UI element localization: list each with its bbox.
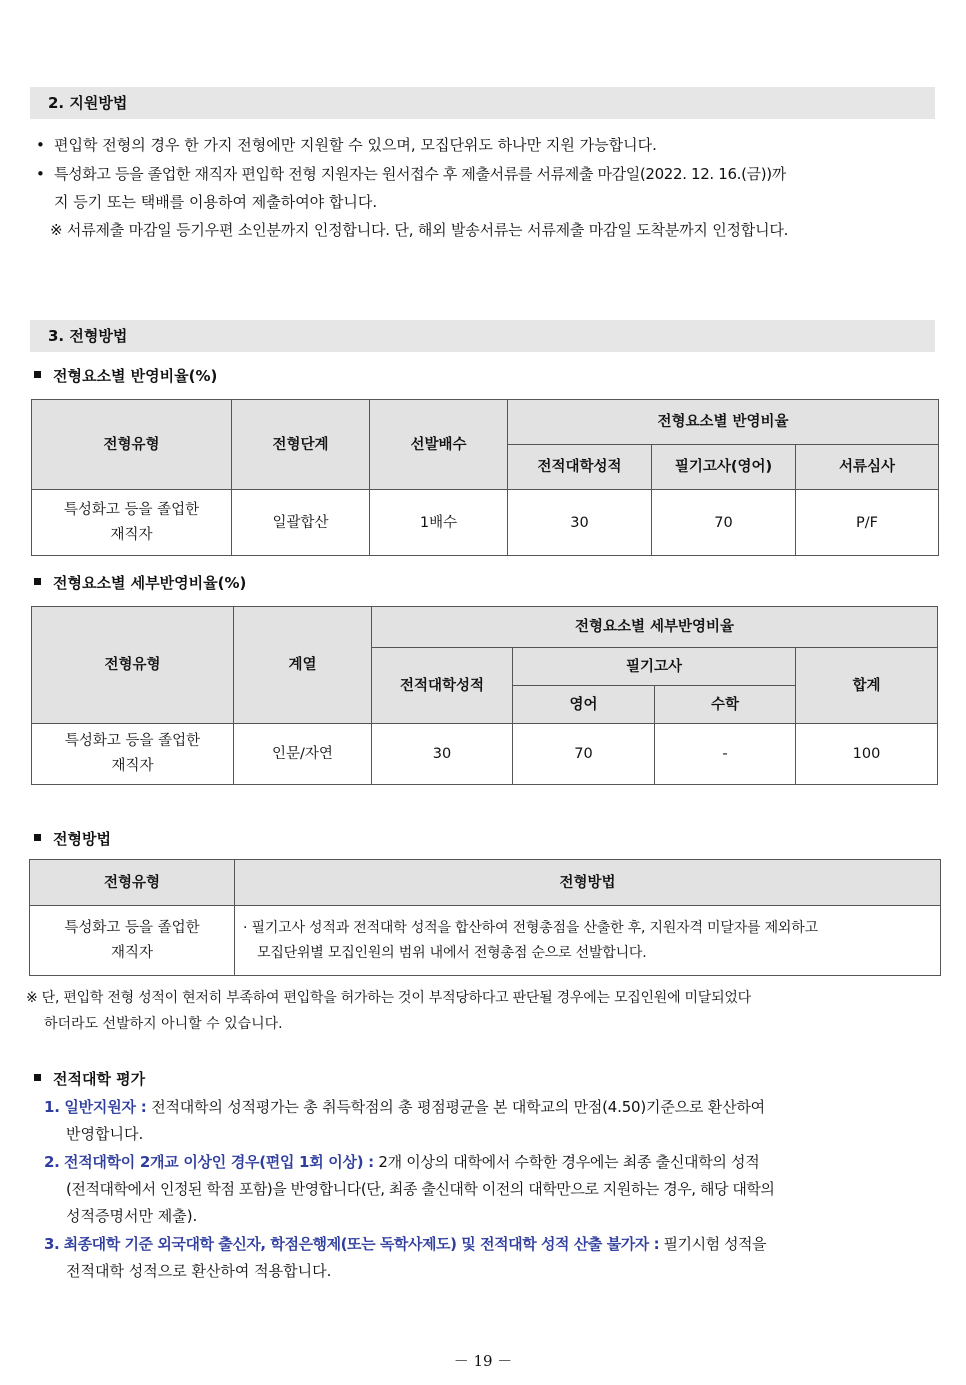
cell-type: 특성화고 등을 졸업한 재직자 (30, 906, 235, 976)
reflection-ratio-table (31, 399, 939, 556)
cell-type: 특성화고 등을 졸업한 재직자 (32, 490, 232, 556)
header-english: 영어 (513, 686, 655, 724)
cell-english: 70 (513, 724, 655, 785)
eval-item-2-line-2: (전적대학에서 인정된 학점 포함)을 반영합니다(단, 최종 출신대학 이전의 대학만으로 지원하는 경우, 해당 대학의 (66, 1180, 775, 1198)
cell-document-review: P/F (796, 490, 939, 556)
square-bullet-icon (34, 834, 41, 841)
section-2-bullet-2-line-2: 지 등기 또는 택배를 이용하여 제출하여야 합니다. (54, 193, 378, 211)
eval-item-1-line-1: 1. 일반지원자 : 전적대학의 성적평가는 총 취득학점의 총 평점평균을 본 대학교의 만점(4.50)기준으로 환산하여 (44, 1098, 765, 1116)
square-bullet-icon (34, 371, 41, 378)
header-series: 계열 (234, 607, 372, 724)
cell-type: 특성화고 등을 졸업한 재직자 (32, 724, 234, 785)
table-1-title: 전형요소별 반영비율(%) (34, 366, 217, 386)
selection-method-table (29, 859, 941, 976)
method-line-1: · 필기고사 성적과 전적대학 성적을 합산하여 전형총점을 산출한 후, 지원자격 미달자를 제외하고 (243, 919, 818, 936)
square-bullet-icon (34, 578, 41, 585)
selection-note-line-1: ※ 단, 편입학 전형 성적이 현저히 부족하여 편입학을 허가하는 것이 부적당하다고 판단될 경우에는 모집인원에 미달되었다 (26, 990, 751, 1006)
selection-note-line-2: 하더라도 선발하지 아니할 수 있습니다. (44, 1016, 283, 1032)
eval-item-1-line-2: 반영합니다. (66, 1125, 144, 1143)
header-written: 필기고사 (513, 648, 796, 686)
table-3-title: 전형방법 (34, 829, 111, 849)
method-line-2: 모집단위별 모집인원의 범위 내에서 전형총점 순으로 선발합니다. (257, 944, 647, 961)
header-math: 수학 (655, 686, 796, 724)
page-number: － 19 － (453, 1352, 513, 1370)
square-bullet-icon (34, 1074, 41, 1081)
cell-stage: 일괄합산 (232, 490, 370, 556)
header-written-english: 필기고사(영어) (652, 445, 796, 490)
header-group: 전형요소별 반영비율 (508, 400, 939, 445)
header-type: 전형유형 (32, 400, 232, 490)
eval-item-2-line-1: 2. 전적대학이 2개교 이상인 경우(편입 1회 이상) : 2개 이상의 대학에서 수학한 경우에는 최종 출신대학의 성적 (44, 1153, 760, 1171)
bullet-marker: • (36, 136, 45, 154)
eval-item-3-line-1: 3. 최종대학 기준 외국대학 출신자, 학점은행제(또는 독학사제도) 및 전적대학 성적 산출 불가자 : 필기시험 성적을 (44, 1235, 767, 1253)
eval-item-3-line-2: 전적대학 성적으로 환산하여 적용합니다. (66, 1262, 332, 1280)
section-2-bullet-2-line-1: 특성화고 등을 졸업한 재직자 편입학 전형 지원자는 원서접수 후 제출서류를 서류제출 마감일(2022. 12. 16.(금))까 (54, 165, 786, 183)
cell-series: 인문/자연 (234, 724, 372, 785)
header-document-review: 서류심사 (796, 445, 939, 490)
cell-multiple: 1배수 (370, 490, 508, 556)
header-method: 전형방법 (235, 860, 941, 906)
section-2-heading: 2. 지원방법 (30, 87, 935, 119)
eval-item-2-line-3: 성적증명서만 제출). (66, 1207, 198, 1225)
bullet-marker: • (36, 165, 45, 183)
header-stage: 전형단계 (232, 400, 370, 490)
header-group: 전형요소별 세부반영비율 (372, 607, 938, 648)
cell-prev-grade: 30 (508, 490, 652, 556)
eval-title: 전적대학 평가 (34, 1069, 145, 1089)
section-2-note: ※ 서류제출 마감일 등기우편 소인분까지 인정합니다. 단, 해외 발송서류는 서류제출 마감일 도착분까지 인정합니다. (50, 221, 789, 239)
cell-total: 100 (796, 724, 938, 785)
header-prev-grade: 전적대학성적 (508, 445, 652, 490)
header-multiple: 선발배수 (370, 400, 508, 490)
cell-prev-grade: 30 (372, 724, 513, 785)
table-2-title: 전형요소별 세부반영비율(%) (34, 573, 246, 593)
cell-math: - (655, 724, 796, 785)
section-2-bullet-1: 편입학 전형의 경우 한 가지 전형에만 지원할 수 있으며, 모집단위도 하나만 지원 가능합니다. (54, 136, 657, 154)
section-3-heading: 3. 전형방법 (30, 320, 935, 352)
detailed-ratio-table (31, 606, 938, 785)
header-prev-grade: 전적대학성적 (372, 648, 513, 724)
header-total: 합계 (796, 648, 938, 724)
cell-method (235, 906, 941, 976)
header-type: 전형유형 (30, 860, 235, 906)
header-type: 전형유형 (32, 607, 234, 724)
cell-written-english: 70 (652, 490, 796, 556)
